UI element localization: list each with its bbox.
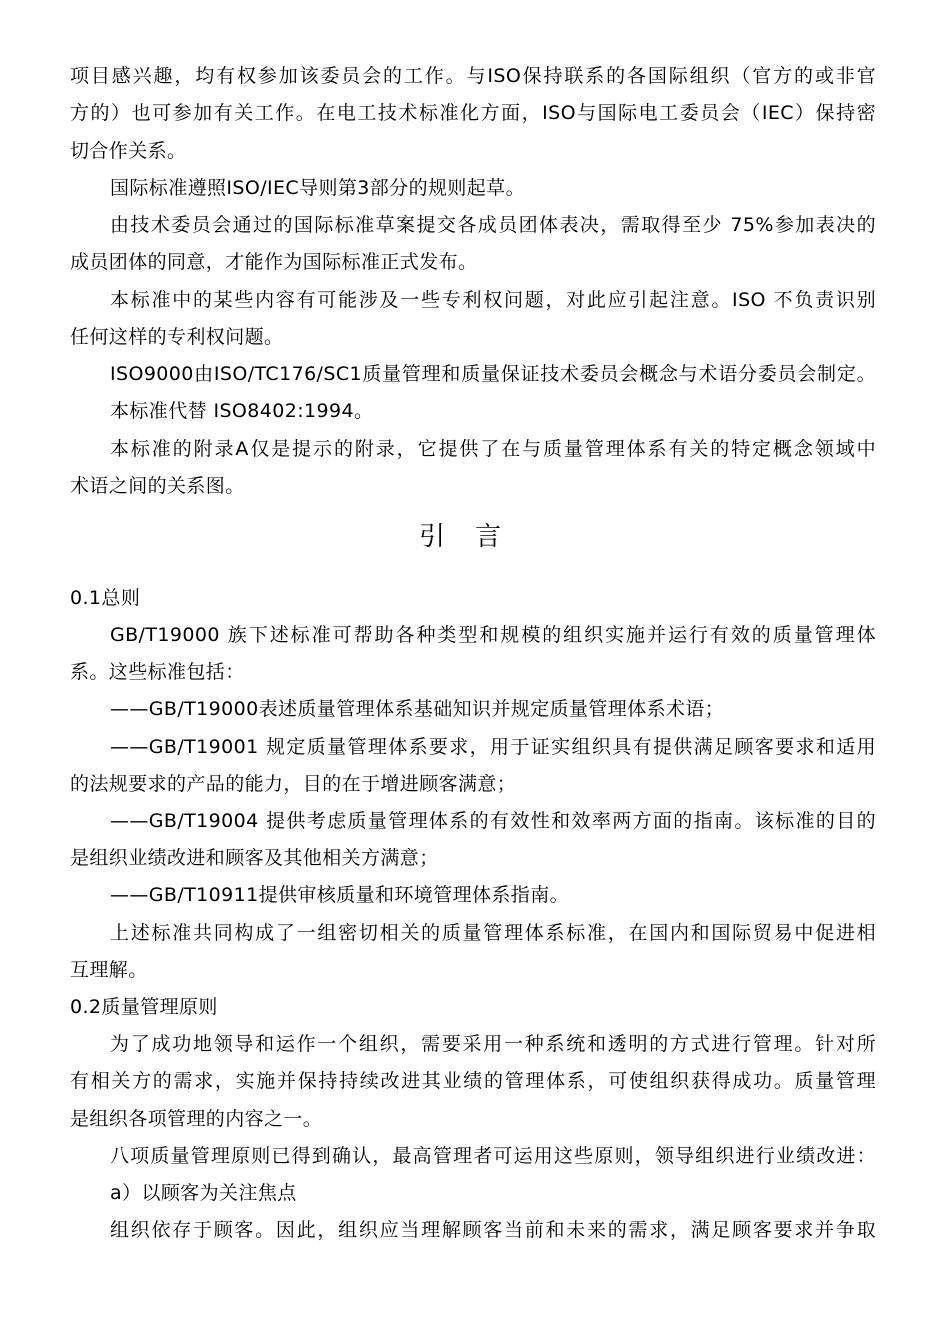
intro-list-item-4: ——GB/T10911提供审核质量和环境管理体系指南。 <box>110 884 570 906</box>
intro-line-15: 是组织各项管理的内容之一。 <box>70 1108 323 1130</box>
intro-line-18: 组织依存于顾客。因此，组织应当理解顾客当前和未来的需求，满足顾客要求并争取 <box>110 1219 876 1241</box>
section-heading-0-1: 0.1总则 <box>70 587 141 609</box>
preface-line-5: 由技术委员会通过的国际标准草案提交各成员团体表决，需取得至少 75%参加表决的 <box>110 214 876 236</box>
intro-line-2: GB/T19000 族下述标准可帮助各种类型和规模的组织实施并运行有效的质量管理体 <box>110 624 876 646</box>
intro-title: 引言 <box>418 522 531 552</box>
intro-line-13: 为了成功地领导和运作一个组织，需要采用一种系统和透明的方式进行管理。针对所 <box>110 1033 876 1055</box>
preface-line-1: 项目感兴趣，均有权参加该委员会的工作。与ISO保持联系的各国际组织（官方的或非官 <box>70 65 876 87</box>
preface-line-3: 切合作关系。 <box>70 140 187 162</box>
preface-line-9: ISO9000由ISO/TC176/SC1质量管理和质量保证技术委员会概念与术语分委员会制定。 <box>110 363 876 385</box>
intro-line-14: 有相关方的需求，实施并保持持续改进其业绩的管理体系，可使组织获得成功。质量管理 <box>70 1070 876 1092</box>
section-heading-0-2: 0.2质量管理原则 <box>70 996 218 1018</box>
preface-line-2: 方的）也可参加有关工作。在电工技术标准化方面，ISO与国际电工委员会（IEC）保持密 <box>70 102 876 124</box>
intro-list-item-3: ——GB/T19004 提供考虑质量管理体系的有效性和效率两方面的指南。该标准的目的 <box>110 810 876 832</box>
intro-line-11: 互理解。 <box>70 959 148 981</box>
preface-line-6: 成员团体的同意，才能作为国际标准正式发布。 <box>70 251 478 273</box>
preface-line-11: 本标准的附录A仅是提示的附录，它提供了在与质量管理体系有关的特定概念领域中 <box>110 438 876 460</box>
preface-line-7: 本标准中的某些内容有可能涉及一些专利权问题，对此应引起注意。ISO 不负责识别 <box>110 289 876 311</box>
principle-a-heading: a）以顾客为关注焦点 <box>110 1182 297 1204</box>
intro-line-6: 的法规要求的产品的能力，目的在于增进顾客满意； <box>70 773 517 795</box>
intro-line-16: 八项质量管理原则已得到确认，最高管理者可运用这些原则，领导组织进行业绩改进： <box>110 1145 876 1167</box>
preface-line-4: 国际标准遵照ISO/IEC导则第3部分的规则起草。 <box>110 177 525 199</box>
intro-list-item-2: ——GB/T19001 规定质量管理体系要求，用于证实组织具有提供满足顾客要求和适用 <box>110 736 876 758</box>
preface-line-8: 任何这样的专利权问题。 <box>70 326 284 348</box>
intro-line-3: 系。这些标准包括： <box>70 661 245 683</box>
intro-line-8: 是组织业绩改进和顾客及其他相关方满意； <box>70 847 439 869</box>
intro-list-item-1: ——GB/T19000表述质量管理体系基础知识并规定质量管理体系术语； <box>110 698 725 720</box>
preface-line-10: 本标准代替 ISO8402:1994。 <box>110 400 374 422</box>
intro-line-10: 上述标准共同构成了一组密切相关的质量管理体系标准，在国内和国际贸易中促进相 <box>110 922 876 944</box>
preface-line-12: 术语之间的关系图。 <box>70 475 245 497</box>
